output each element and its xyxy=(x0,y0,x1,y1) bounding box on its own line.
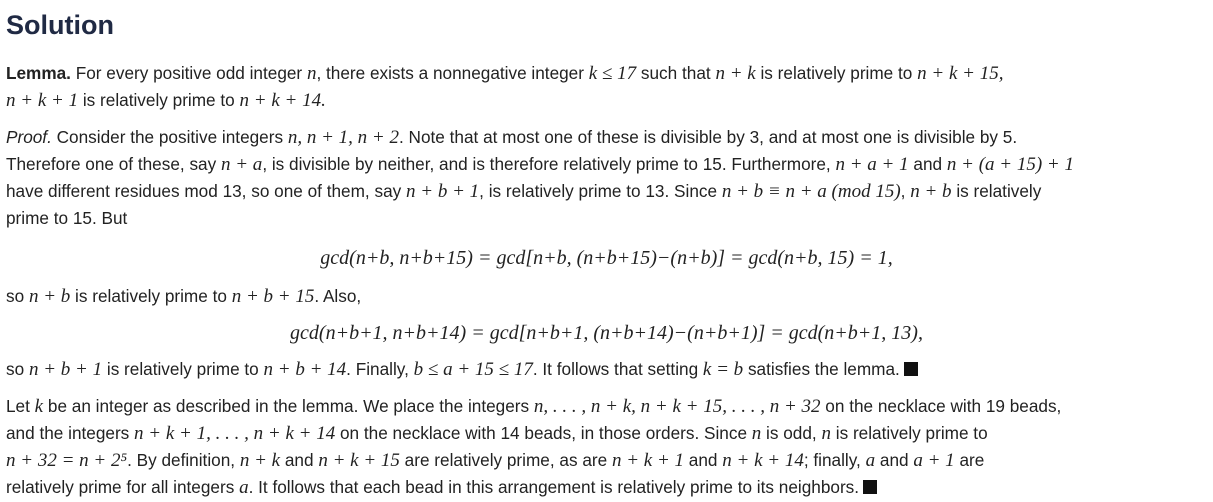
body-text: is odd, xyxy=(761,423,822,443)
proof-math: n + a xyxy=(220,154,263,175)
proof-math: n + b xyxy=(910,181,952,202)
solution-heading: Solution xyxy=(6,10,114,40)
body-text: ; finally, xyxy=(803,450,866,470)
body-text: . Finally, xyxy=(346,359,414,379)
lemma-math: n xyxy=(306,63,317,84)
body-math: n xyxy=(751,423,762,444)
body-math: n + b + 14 xyxy=(263,359,347,380)
body-math: a xyxy=(865,450,876,471)
after-equation-1-paragraph xyxy=(6,283,1207,310)
body-math: b ≤ a + 15 ≤ 17 xyxy=(413,359,533,380)
body-math: n + b + 15 xyxy=(231,286,315,307)
lemma-math: n + k + 1 xyxy=(6,90,79,111)
lemma-text: , there exists a nonnegative integer xyxy=(316,63,589,83)
proof-math: n, n + 1, n + 2 xyxy=(287,127,399,148)
proof-text: and xyxy=(908,154,947,174)
body-math: k xyxy=(34,396,44,417)
lemma-math: k ≤ 17 xyxy=(588,63,637,84)
body-text: is relatively prime to xyxy=(70,286,232,306)
body-text: satisfies the lemma. xyxy=(743,359,900,379)
body-math: n xyxy=(821,423,831,444)
display-equation-2: gcd(n+b+1, n+b+14) = gcd[n+b+1, (n+b+14)−(n+b+1)] = gcd(n+b+1, 13), xyxy=(290,322,923,344)
body-math: n + k + 1, . . . , n + k + 14 xyxy=(134,423,336,444)
display-equation-1: gcd(n+b, n+b+15) = gcd[n+b, (n+b+15)−(n+b)] = gcd(n+b, 15) = 1, xyxy=(320,247,893,269)
proof-text: have different residues mod 13, so one of them, say xyxy=(6,181,407,201)
proof-text: . Note that at most one of these is divisible by 3, and at most one is divisible by 5. xyxy=(399,127,1018,147)
body-text: on the necklace with 19 beads, xyxy=(820,396,1062,416)
body-text: and xyxy=(280,450,319,470)
body-math: n + k xyxy=(239,450,281,471)
body-math: n + b xyxy=(28,286,71,307)
lemma-text: For every positive odd integer xyxy=(70,63,307,83)
proof-paragraph xyxy=(6,124,1207,231)
lemma-label: Lemma. xyxy=(6,63,71,83)
body-math: n + k + 1 xyxy=(611,450,685,471)
body-text: and the integers xyxy=(6,423,135,443)
body-text: and xyxy=(684,450,723,470)
proof-text: , is relatively prime to 13. Since xyxy=(479,181,722,201)
body-math: k = b xyxy=(702,359,744,380)
proof-text: Therefore one of these, say xyxy=(6,154,221,174)
body-text: . It follows that setting xyxy=(532,359,703,379)
body-math: a + 1 xyxy=(913,450,955,471)
body-math: n + b + 1 xyxy=(28,359,103,380)
proof-text: , xyxy=(900,181,911,201)
lemma-text: such that xyxy=(636,63,716,83)
lemma-text: is relatively prime to xyxy=(755,63,918,83)
body-text: Let xyxy=(6,396,35,416)
lemma-math: n + k + 14. xyxy=(239,90,326,111)
body-text: . Also, xyxy=(314,286,362,306)
lemma-paragraph xyxy=(6,60,1207,114)
lemma-text: is relatively prime to xyxy=(78,90,240,110)
proof-math: n + a + 1 xyxy=(835,154,909,175)
body-math: n + k + 15 xyxy=(318,450,400,471)
body-text: so xyxy=(6,286,29,306)
proof-math: n + (a + 15) + 1 xyxy=(946,154,1074,175)
proof-label: Proof. xyxy=(6,127,52,147)
proof-text: Consider the positive integers xyxy=(51,127,288,147)
qed-square-icon xyxy=(904,362,918,376)
proof-math: n + b + 1 xyxy=(406,181,480,202)
body-text: are relatively prime, as are xyxy=(399,450,612,470)
body-text: . It follows that each bead in this arrangement is relatively prime to its neighbors. xyxy=(248,477,860,497)
lemma-math: n + k xyxy=(715,63,756,84)
qed-square-icon xyxy=(863,480,877,494)
proof-text: is relatively xyxy=(951,181,1042,201)
body-math: n + k + 14 xyxy=(722,450,804,471)
body-text: on the necklace with 14 beads, in those orders. Since xyxy=(335,423,752,443)
lemma-math: n + k + 15, xyxy=(917,63,1004,84)
after-equation-2-paragraph xyxy=(6,356,1207,383)
body-text: relatively prime for all integers xyxy=(6,477,240,497)
body-math: n, . . . , n + k, n + k + 15, . . . , n + 32 xyxy=(533,396,821,417)
body-text: and xyxy=(875,450,914,470)
proof-text: prime to 15. But xyxy=(6,208,128,228)
body-math: n + 32 = n + 2⁵ xyxy=(6,450,128,471)
body-text: so xyxy=(6,359,29,379)
body-math: a xyxy=(239,477,249,498)
proof-text: , is divisible by neither, and is therefore relatively prime to 15. Furthermore, xyxy=(262,154,836,174)
final-paragraph xyxy=(6,393,1207,501)
proof-math: n + b ≡ n + a (mod 15) xyxy=(721,181,901,202)
body-text: . By definition, xyxy=(127,450,240,470)
body-text: is relatively prime to xyxy=(830,423,988,443)
body-text: is relatively prime to xyxy=(102,359,264,379)
body-text: be an integer as described in the lemma. We place the integers xyxy=(43,396,534,416)
body-text: are xyxy=(954,450,985,470)
